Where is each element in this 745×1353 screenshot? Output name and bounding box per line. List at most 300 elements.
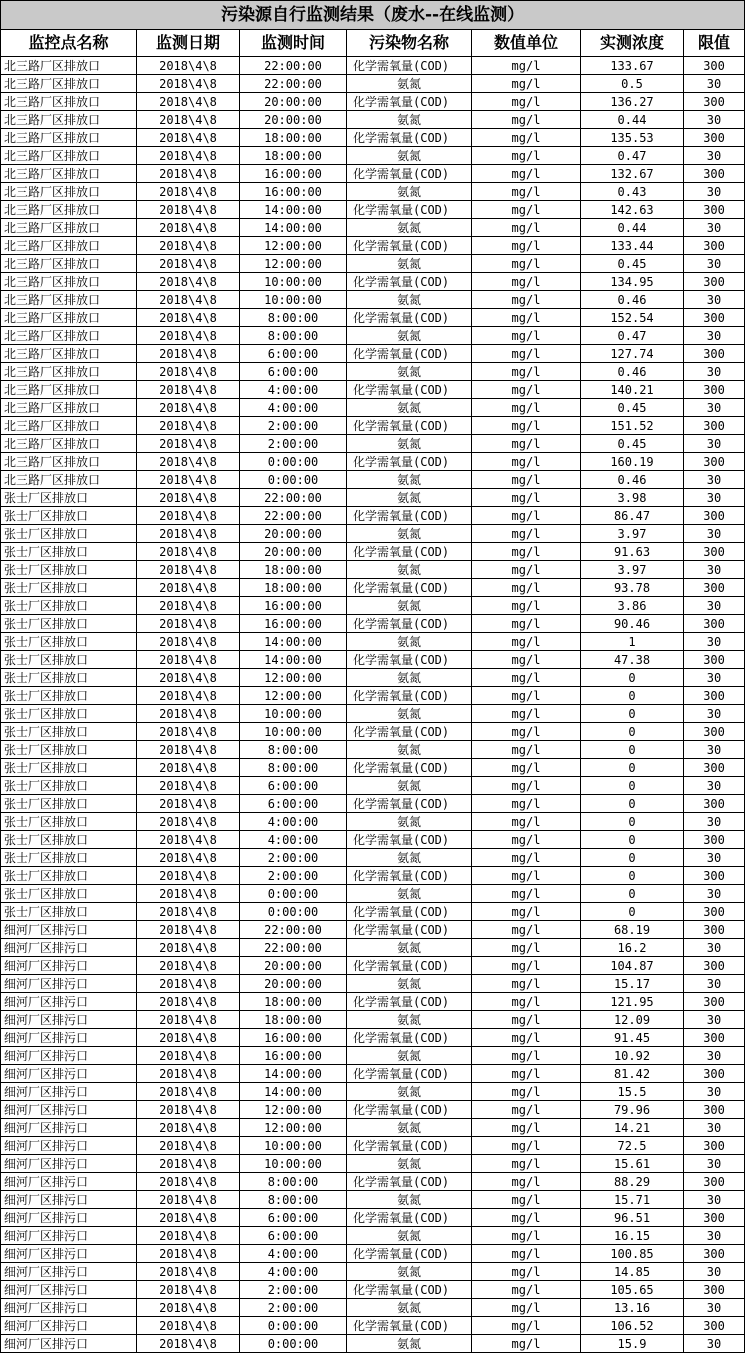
cell-pollutant: 化学需氧量(COD)	[347, 165, 472, 183]
cell-time: 6:00:00	[240, 345, 347, 363]
cell-concentration: 47.38	[581, 651, 684, 669]
cell-limit: 30	[684, 1263, 745, 1281]
cell-limit: 30	[684, 1011, 745, 1029]
cell-pollutant: 化学需氧量(COD)	[347, 687, 472, 705]
cell-date: 2018\4\8	[137, 435, 240, 453]
cell-limit: 300	[684, 93, 745, 111]
cell-site: 细河厂区排污口	[1, 1029, 137, 1047]
cell-concentration: 135.53	[581, 129, 684, 147]
cell-unit: mg/l	[472, 885, 581, 903]
cell-time: 14:00:00	[240, 201, 347, 219]
table-row	[1, 777, 745, 795]
cell-date: 2018\4\8	[137, 1281, 240, 1299]
table-row	[1, 417, 745, 435]
table-row	[1, 183, 745, 201]
cell-concentration: 0	[581, 795, 684, 813]
cell-limit: 300	[684, 1101, 745, 1119]
cell-site: 张士厂区排放口	[1, 885, 137, 903]
table-row	[1, 561, 745, 579]
cell-pollutant: 化学需氧量(COD)	[347, 93, 472, 111]
cell-concentration: 93.78	[581, 579, 684, 597]
table-row	[1, 669, 745, 687]
table-row	[1, 435, 745, 453]
cell-pollutant: 化学需氧量(COD)	[347, 309, 472, 327]
cell-date: 2018\4\8	[137, 957, 240, 975]
cell-limit: 300	[684, 1317, 745, 1335]
cell-limit: 300	[684, 957, 745, 975]
cell-time: 20:00:00	[240, 543, 347, 561]
cell-limit: 30	[684, 111, 745, 129]
cell-site: 细河厂区排污口	[1, 1047, 137, 1065]
cell-limit: 30	[684, 885, 745, 903]
cell-date: 2018\4\8	[137, 1227, 240, 1245]
cell-concentration: 0	[581, 885, 684, 903]
cell-limit: 300	[684, 507, 745, 525]
cell-date: 2018\4\8	[137, 1209, 240, 1227]
cell-limit: 300	[684, 345, 745, 363]
cell-date: 2018\4\8	[137, 867, 240, 885]
cell-pollutant: 化学需氧量(COD)	[347, 723, 472, 741]
cell-limit: 300	[684, 165, 745, 183]
cell-pollutant: 化学需氧量(COD)	[347, 759, 472, 777]
cell-unit: mg/l	[472, 705, 581, 723]
cell-pollutant: 氨氮	[347, 1155, 472, 1173]
cell-site: 细河厂区排污口	[1, 1155, 137, 1173]
cell-limit: 300	[684, 579, 745, 597]
cell-pollutant: 氨氮	[347, 525, 472, 543]
cell-pollutant: 氨氮	[347, 741, 472, 759]
table-row	[1, 471, 745, 489]
cell-date: 2018\4\8	[137, 921, 240, 939]
cell-pollutant: 氨氮	[347, 939, 472, 957]
cell-time: 8:00:00	[240, 759, 347, 777]
cell-time: 18:00:00	[240, 1011, 347, 1029]
cell-limit: 300	[684, 309, 745, 327]
cell-site: 北三路厂区排放口	[1, 417, 137, 435]
cell-limit: 30	[684, 291, 745, 309]
cell-date: 2018\4\8	[137, 1011, 240, 1029]
table-row	[1, 705, 745, 723]
cell-unit: mg/l	[472, 1029, 581, 1047]
cell-limit: 300	[684, 615, 745, 633]
cell-pollutant: 氨氮	[347, 705, 472, 723]
cell-limit: 30	[684, 363, 745, 381]
cell-time: 0:00:00	[240, 471, 347, 489]
cell-unit: mg/l	[472, 471, 581, 489]
table-row	[1, 129, 745, 147]
cell-time: 2:00:00	[240, 1281, 347, 1299]
cell-unit: mg/l	[472, 255, 581, 273]
cell-limit: 300	[684, 1209, 745, 1227]
cell-date: 2018\4\8	[137, 363, 240, 381]
cell-unit: mg/l	[472, 363, 581, 381]
cell-site: 北三路厂区排放口	[1, 327, 137, 345]
cell-time: 20:00:00	[240, 975, 347, 993]
cell-site: 细河厂区排污口	[1, 1209, 137, 1227]
cell-concentration: 0.44	[581, 219, 684, 237]
cell-limit: 30	[684, 633, 745, 651]
cell-pollutant: 化学需氧量(COD)	[347, 1029, 472, 1047]
cell-site: 细河厂区排污口	[1, 1263, 137, 1281]
cell-site: 北三路厂区排放口	[1, 111, 137, 129]
cell-unit: mg/l	[472, 813, 581, 831]
cell-concentration: 15.61	[581, 1155, 684, 1173]
cell-unit: mg/l	[472, 1119, 581, 1137]
cell-time: 16:00:00	[240, 1029, 347, 1047]
cell-site: 细河厂区排污口	[1, 1065, 137, 1083]
table-title: 污染源自行监测结果（废水--在线监测）	[1, 1, 745, 30]
cell-time: 8:00:00	[240, 327, 347, 345]
cell-date: 2018\4\8	[137, 831, 240, 849]
cell-concentration: 0	[581, 813, 684, 831]
cell-concentration: 0	[581, 831, 684, 849]
cell-unit: mg/l	[472, 1155, 581, 1173]
table-row	[1, 1065, 745, 1083]
cell-site: 张士厂区排放口	[1, 777, 137, 795]
cell-pollutant: 氨氮	[347, 561, 472, 579]
cell-concentration: 10.92	[581, 1047, 684, 1065]
cell-concentration: 0	[581, 759, 684, 777]
cell-site: 北三路厂区排放口	[1, 165, 137, 183]
cell-time: 16:00:00	[240, 165, 347, 183]
cell-concentration: 14.85	[581, 1263, 684, 1281]
table-row	[1, 903, 745, 921]
cell-concentration: 142.63	[581, 201, 684, 219]
cell-limit: 30	[684, 705, 745, 723]
table-row	[1, 939, 745, 957]
cell-site: 北三路厂区排放口	[1, 93, 137, 111]
cell-unit: mg/l	[472, 1335, 581, 1353]
cell-limit: 300	[684, 453, 745, 471]
cell-site: 张士厂区排放口	[1, 507, 137, 525]
column-header-limit: 限值	[684, 30, 745, 57]
cell-date: 2018\4\8	[137, 489, 240, 507]
cell-pollutant: 氨氮	[347, 183, 472, 201]
cell-unit: mg/l	[472, 669, 581, 687]
cell-time: 4:00:00	[240, 813, 347, 831]
cell-pollutant: 化学需氧量(COD)	[347, 543, 472, 561]
cell-pollutant: 化学需氧量(COD)	[347, 1173, 472, 1191]
cell-date: 2018\4\8	[137, 93, 240, 111]
cell-concentration: 0	[581, 777, 684, 795]
table-row	[1, 1029, 745, 1047]
cell-site: 张士厂区排放口	[1, 759, 137, 777]
cell-date: 2018\4\8	[137, 273, 240, 291]
cell-pollutant: 化学需氧量(COD)	[347, 345, 472, 363]
table-row	[1, 93, 745, 111]
cell-date: 2018\4\8	[137, 165, 240, 183]
cell-date: 2018\4\8	[137, 327, 240, 345]
table-row	[1, 813, 745, 831]
cell-limit: 30	[684, 435, 745, 453]
cell-pollutant: 化学需氧量(COD)	[347, 1101, 472, 1119]
table-row	[1, 255, 745, 273]
cell-unit: mg/l	[472, 921, 581, 939]
cell-limit: 30	[684, 939, 745, 957]
cell-limit: 30	[684, 1191, 745, 1209]
cell-unit: mg/l	[472, 561, 581, 579]
cell-unit: mg/l	[472, 1209, 581, 1227]
cell-limit: 300	[684, 831, 745, 849]
cell-site: 细河厂区排污口	[1, 993, 137, 1011]
cell-pollutant: 氨氮	[347, 327, 472, 345]
cell-concentration: 0.45	[581, 435, 684, 453]
cell-date: 2018\4\8	[137, 255, 240, 273]
table-body	[1, 57, 745, 1353]
cell-pollutant: 氨氮	[347, 1191, 472, 1209]
cell-concentration: 15.5	[581, 1083, 684, 1101]
cell-concentration: 100.85	[581, 1245, 684, 1263]
cell-time: 6:00:00	[240, 795, 347, 813]
table-row	[1, 615, 745, 633]
cell-date: 2018\4\8	[137, 975, 240, 993]
cell-limit: 300	[684, 795, 745, 813]
cell-unit: mg/l	[472, 957, 581, 975]
cell-time: 10:00:00	[240, 723, 347, 741]
cell-date: 2018\4\8	[137, 1191, 240, 1209]
cell-site: 张士厂区排放口	[1, 687, 137, 705]
cell-time: 2:00:00	[240, 1299, 347, 1317]
cell-time: 20:00:00	[240, 525, 347, 543]
cell-date: 2018\4\8	[137, 1317, 240, 1335]
cell-pollutant: 化学需氧量(COD)	[347, 507, 472, 525]
cell-site: 北三路厂区排放口	[1, 273, 137, 291]
cell-unit: mg/l	[472, 111, 581, 129]
cell-time: 2:00:00	[240, 417, 347, 435]
cell-date: 2018\4\8	[137, 1155, 240, 1173]
cell-concentration: 0.45	[581, 255, 684, 273]
cell-date: 2018\4\8	[137, 1173, 240, 1191]
cell-concentration: 0.46	[581, 363, 684, 381]
cell-site: 北三路厂区排放口	[1, 75, 137, 93]
cell-date: 2018\4\8	[137, 237, 240, 255]
cell-unit: mg/l	[472, 93, 581, 111]
cell-unit: mg/l	[472, 273, 581, 291]
table-row	[1, 219, 745, 237]
cell-concentration: 81.42	[581, 1065, 684, 1083]
cell-date: 2018\4\8	[137, 507, 240, 525]
cell-date: 2018\4\8	[137, 183, 240, 201]
cell-unit: mg/l	[472, 291, 581, 309]
cell-time: 20:00:00	[240, 93, 347, 111]
cell-limit: 30	[684, 1119, 745, 1137]
cell-site: 细河厂区排污口	[1, 1335, 137, 1353]
table-row	[1, 1281, 745, 1299]
cell-time: 10:00:00	[240, 705, 347, 723]
cell-date: 2018\4\8	[137, 1299, 240, 1317]
table-row	[1, 309, 745, 327]
cell-time: 4:00:00	[240, 831, 347, 849]
column-header-row	[1, 30, 745, 57]
cell-site: 细河厂区排污口	[1, 1281, 137, 1299]
cell-site: 张士厂区排放口	[1, 597, 137, 615]
cell-pollutant: 化学需氧量(COD)	[347, 795, 472, 813]
cell-pollutant: 氨氮	[347, 813, 472, 831]
cell-unit: mg/l	[472, 723, 581, 741]
cell-site: 北三路厂区排放口	[1, 435, 137, 453]
cell-pollutant: 氨氮	[347, 1227, 472, 1245]
column-header-time: 监测时间	[240, 30, 347, 57]
cell-date: 2018\4\8	[137, 345, 240, 363]
cell-date: 2018\4\8	[137, 813, 240, 831]
cell-site: 张士厂区排放口	[1, 561, 137, 579]
table-row	[1, 1119, 745, 1137]
cell-concentration: 0	[581, 705, 684, 723]
cell-unit: mg/l	[472, 201, 581, 219]
cell-concentration: 15.9	[581, 1335, 684, 1353]
cell-concentration: 0.43	[581, 183, 684, 201]
table-row	[1, 993, 745, 1011]
cell-concentration: 15.71	[581, 1191, 684, 1209]
cell-unit: mg/l	[472, 1065, 581, 1083]
cell-unit: mg/l	[472, 579, 581, 597]
cell-time: 6:00:00	[240, 363, 347, 381]
cell-date: 2018\4\8	[137, 543, 240, 561]
cell-pollutant: 氨氮	[347, 489, 472, 507]
cell-time: 6:00:00	[240, 1209, 347, 1227]
table-row	[1, 975, 745, 993]
cell-time: 14:00:00	[240, 1083, 347, 1101]
cell-concentration: 152.54	[581, 309, 684, 327]
table-row	[1, 633, 745, 651]
cell-site: 北三路厂区排放口	[1, 291, 137, 309]
cell-concentration: 104.87	[581, 957, 684, 975]
cell-pollutant: 氨氮	[347, 1047, 472, 1065]
cell-date: 2018\4\8	[137, 1137, 240, 1155]
table-row	[1, 525, 745, 543]
cell-limit: 30	[684, 525, 745, 543]
table-row	[1, 363, 745, 381]
cell-concentration: 0.45	[581, 399, 684, 417]
cell-time: 22:00:00	[240, 921, 347, 939]
table-row	[1, 651, 745, 669]
cell-time: 12:00:00	[240, 1101, 347, 1119]
cell-concentration: 3.97	[581, 525, 684, 543]
cell-limit: 300	[684, 129, 745, 147]
cell-concentration: 3.86	[581, 597, 684, 615]
cell-unit: mg/l	[472, 1083, 581, 1101]
cell-time: 22:00:00	[240, 507, 347, 525]
cell-limit: 300	[684, 687, 745, 705]
cell-unit: mg/l	[472, 975, 581, 993]
cell-pollutant: 化学需氧量(COD)	[347, 903, 472, 921]
cell-limit: 30	[684, 1083, 745, 1101]
cell-unit: mg/l	[472, 237, 581, 255]
cell-time: 18:00:00	[240, 993, 347, 1011]
cell-limit: 30	[684, 669, 745, 687]
cell-unit: mg/l	[472, 759, 581, 777]
cell-pollutant: 氨氮	[347, 669, 472, 687]
table-row	[1, 237, 745, 255]
cell-pollutant: 化学需氧量(COD)	[347, 1065, 472, 1083]
cell-concentration: 0.44	[581, 111, 684, 129]
cell-concentration: 151.52	[581, 417, 684, 435]
cell-date: 2018\4\8	[137, 687, 240, 705]
cell-time: 0:00:00	[240, 885, 347, 903]
cell-limit: 300	[684, 723, 745, 741]
cell-concentration: 133.67	[581, 57, 684, 75]
cell-time: 10:00:00	[240, 1137, 347, 1155]
cell-limit: 300	[684, 1281, 745, 1299]
cell-date: 2018\4\8	[137, 705, 240, 723]
cell-date: 2018\4\8	[137, 795, 240, 813]
cell-concentration: 0.47	[581, 327, 684, 345]
cell-unit: mg/l	[472, 345, 581, 363]
cell-unit: mg/l	[472, 1047, 581, 1065]
cell-time: 8:00:00	[240, 1191, 347, 1209]
cell-limit: 300	[684, 993, 745, 1011]
cell-limit: 30	[684, 1227, 745, 1245]
cell-concentration: 132.67	[581, 165, 684, 183]
table-row	[1, 111, 745, 129]
cell-pollutant: 化学需氧量(COD)	[347, 1317, 472, 1335]
cell-site: 北三路厂区排放口	[1, 309, 137, 327]
cell-unit: mg/l	[472, 399, 581, 417]
cell-pollutant: 化学需氧量(COD)	[347, 867, 472, 885]
cell-unit: mg/l	[472, 327, 581, 345]
cell-time: 14:00:00	[240, 651, 347, 669]
cell-unit: mg/l	[472, 777, 581, 795]
table-row	[1, 1137, 745, 1155]
cell-pollutant: 氨氮	[347, 219, 472, 237]
cell-date: 2018\4\8	[137, 201, 240, 219]
cell-concentration: 0	[581, 741, 684, 759]
cell-time: 4:00:00	[240, 381, 347, 399]
cell-time: 16:00:00	[240, 615, 347, 633]
cell-site: 张士厂区排放口	[1, 867, 137, 885]
cell-concentration: 91.63	[581, 543, 684, 561]
table-row	[1, 1317, 745, 1335]
cell-concentration: 0	[581, 867, 684, 885]
cell-site: 细河厂区排污口	[1, 975, 137, 993]
column-header-pollutant: 污染物名称	[347, 30, 472, 57]
cell-date: 2018\4\8	[137, 1263, 240, 1281]
cell-concentration: 134.95	[581, 273, 684, 291]
cell-limit: 300	[684, 543, 745, 561]
cell-unit: mg/l	[472, 1299, 581, 1317]
cell-time: 8:00:00	[240, 741, 347, 759]
cell-site: 北三路厂区排放口	[1, 255, 137, 273]
cell-limit: 30	[684, 471, 745, 489]
cell-date: 2018\4\8	[137, 651, 240, 669]
cell-limit: 300	[684, 57, 745, 75]
cell-unit: mg/l	[472, 939, 581, 957]
cell-pollutant: 氨氮	[347, 471, 472, 489]
table-row	[1, 543, 745, 561]
cell-pollutant: 氨氮	[347, 1011, 472, 1029]
cell-pollutant: 氨氮	[347, 291, 472, 309]
cell-date: 2018\4\8	[137, 669, 240, 687]
cell-date: 2018\4\8	[137, 597, 240, 615]
cell-time: 0:00:00	[240, 1335, 347, 1353]
cell-limit: 30	[684, 849, 745, 867]
cell-unit: mg/l	[472, 219, 581, 237]
table-row	[1, 489, 745, 507]
cell-site: 细河厂区排污口	[1, 1317, 137, 1335]
cell-limit: 300	[684, 1029, 745, 1047]
cell-limit: 30	[684, 489, 745, 507]
cell-date: 2018\4\8	[137, 111, 240, 129]
cell-time: 12:00:00	[240, 1119, 347, 1137]
cell-limit: 300	[684, 867, 745, 885]
cell-date: 2018\4\8	[137, 1029, 240, 1047]
cell-site: 张士厂区排放口	[1, 831, 137, 849]
cell-unit: mg/l	[472, 687, 581, 705]
cell-date: 2018\4\8	[137, 777, 240, 795]
cell-pollutant: 化学需氧量(COD)	[347, 129, 472, 147]
cell-pollutant: 化学需氧量(COD)	[347, 579, 472, 597]
column-header-site: 监控点名称	[1, 30, 137, 57]
